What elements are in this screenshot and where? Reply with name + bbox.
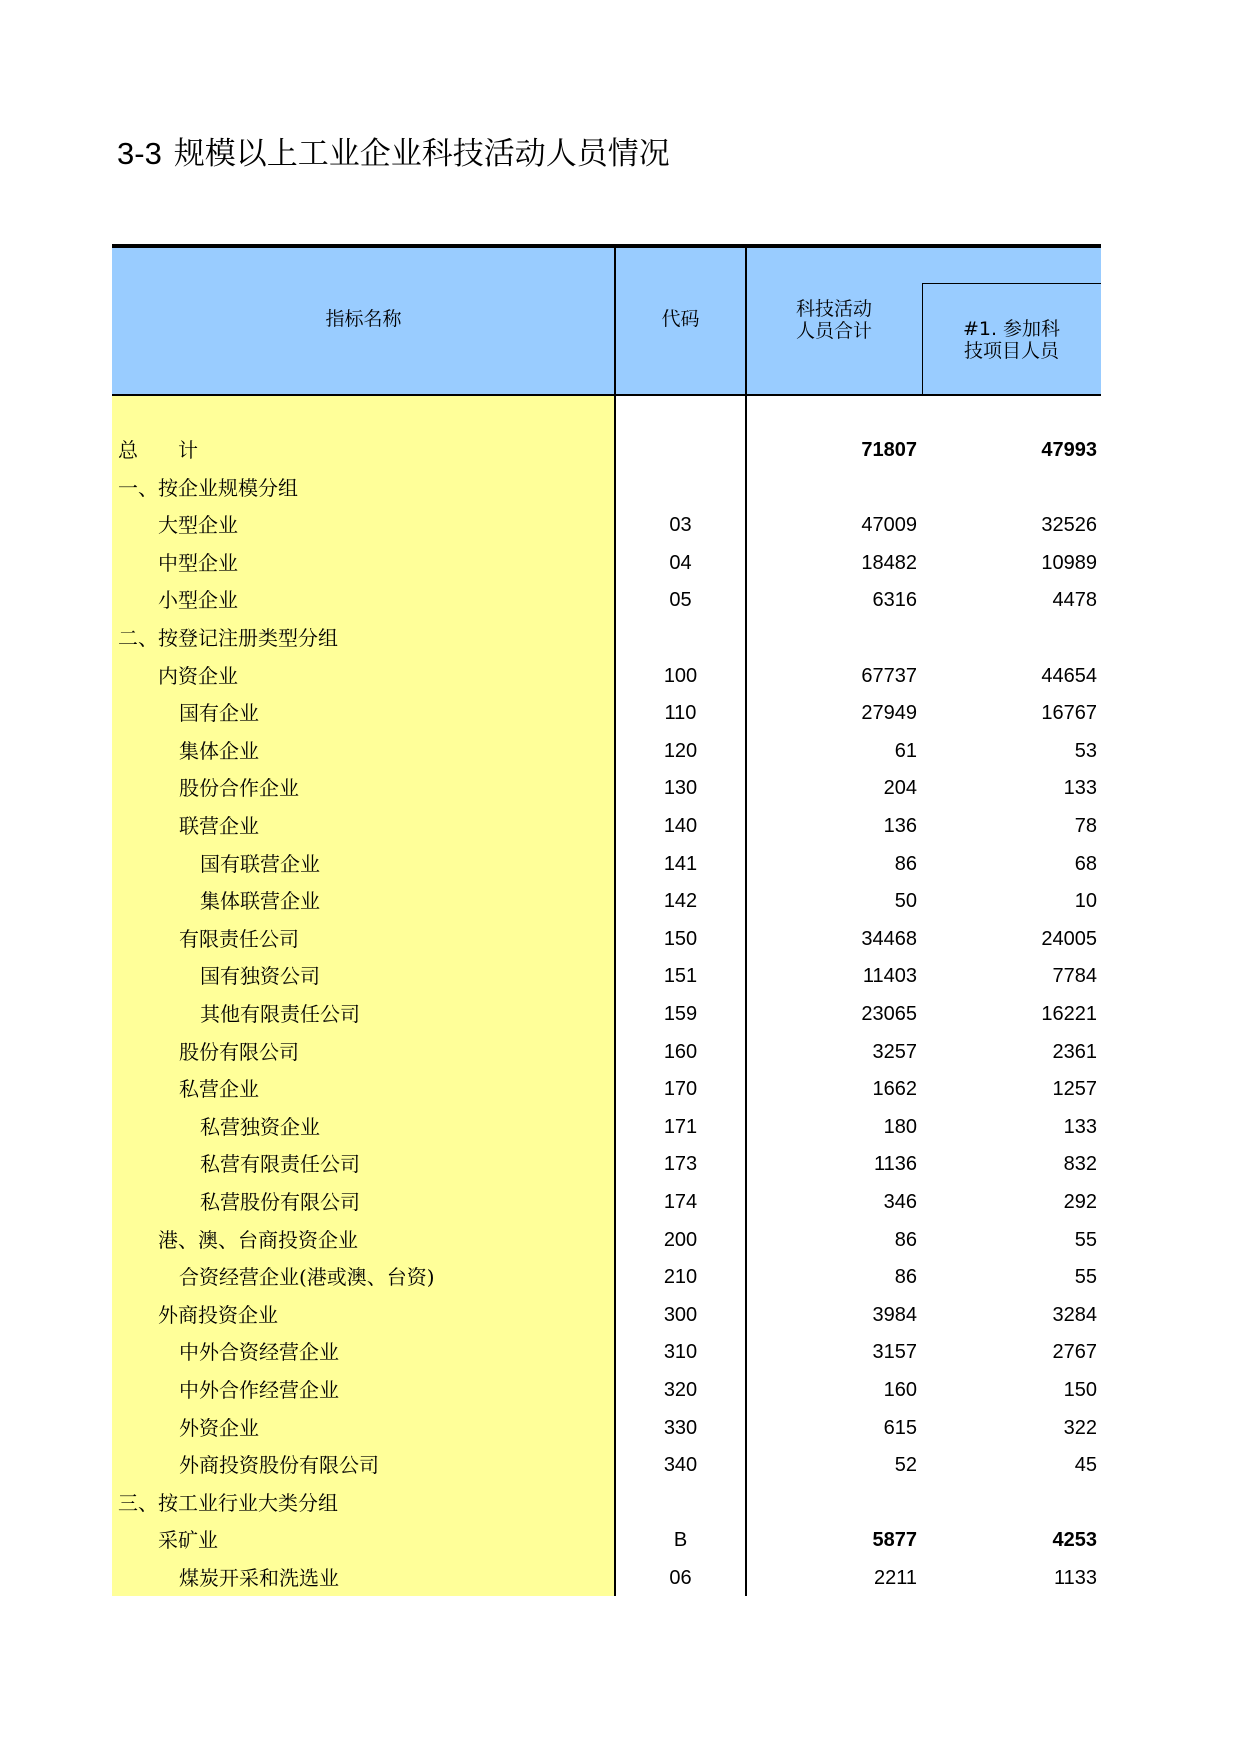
row-name: 国有企业 [179, 701, 259, 726]
table-title: 规模以上工业企业科技活动人员情况 [173, 136, 670, 172]
row-code: 141 [663, 852, 698, 875]
table-row [112, 470, 1101, 508]
row-name: 三、按工业行业大类分组 [118, 1490, 338, 1515]
row-name: 一、按企业规模分组 [118, 475, 298, 500]
row-code: 05 [669, 589, 692, 612]
row-code: 151 [663, 965, 698, 988]
row-name: 外商投资股份有限公司 [179, 1453, 379, 1478]
table-row [112, 846, 1101, 884]
row-total: 34468 [861, 927, 917, 950]
row-name: 私营独资企业 [200, 1114, 320, 1139]
row-total: 2211 [873, 1567, 917, 1589]
table-number: 3-3 [117, 136, 162, 171]
table-row [112, 1259, 1101, 1297]
row-project: 4478 [1052, 589, 1097, 612]
row-total: 615 [883, 1416, 917, 1439]
row-name: 大型企业 [158, 513, 238, 538]
row-name: 集体联营企业 [200, 889, 320, 914]
row-code: B [673, 1529, 688, 1552]
header-total-line2: 人员合计 [795, 320, 872, 342]
table-row [112, 1109, 1101, 1147]
table-row [112, 996, 1101, 1034]
row-name: 二、按登记注册类型分组 [118, 626, 338, 650]
table-row [112, 1184, 1101, 1222]
row-total: 86 [894, 1266, 917, 1289]
row-name: 国有独资公司 [200, 964, 320, 989]
row-code: 06 [669, 1567, 692, 1589]
table-row [112, 695, 1101, 733]
row-total: 6316 [872, 589, 917, 612]
row-project: 47993 [1041, 439, 1097, 461]
row-total: 23065 [861, 1003, 917, 1025]
row-project: 133 [1063, 777, 1097, 800]
header-total-line1: 科技活动 [795, 298, 872, 320]
table-row [112, 958, 1101, 996]
row-name: 港、澳、台商投资企业 [158, 1227, 358, 1252]
row-project: 3284 [1052, 1303, 1097, 1326]
row-total: 61 [894, 739, 917, 762]
row-total: 160 [883, 1379, 917, 1401]
row-total: 47009 [861, 514, 917, 537]
header-project-line1: #1. 参加科 [962, 318, 1061, 340]
row-total: 136 [883, 815, 917, 837]
table-row [112, 658, 1101, 696]
header-code: 代码 [661, 308, 700, 330]
table-row [112, 1334, 1101, 1372]
row-code: 04 [669, 551, 692, 574]
row-code: 340 [663, 1454, 698, 1477]
row-name: 中外合作经营企业 [179, 1378, 339, 1402]
row-project: 10989 [1041, 551, 1097, 574]
row-total: 86 [894, 1228, 917, 1251]
row-total: 27949 [861, 702, 917, 725]
row-code: 120 [663, 739, 698, 762]
row-project: 7784 [1052, 965, 1097, 988]
table-row [112, 582, 1101, 620]
table-row [112, 432, 1101, 470]
row-total: 1136 [873, 1153, 917, 1176]
row-project: 16767 [1041, 702, 1097, 725]
row-name: 小型企业 [158, 588, 238, 613]
row-total: 18482 [861, 551, 917, 574]
row-total: 3157 [872, 1341, 917, 1364]
row-name: 国有联营企业 [200, 851, 320, 876]
table-row [112, 921, 1101, 959]
row-name: 中外合资经营企业 [179, 1340, 339, 1365]
row-project: 150 [1063, 1379, 1097, 1401]
row-code: 310 [663, 1341, 698, 1364]
row-total: 5877 [872, 1529, 917, 1552]
row-code: 210 [663, 1266, 698, 1289]
row-project: 4253 [1052, 1529, 1097, 1552]
table-row [112, 1522, 1101, 1560]
row-code: 159 [663, 1003, 698, 1025]
row-project: 55 [1074, 1266, 1097, 1289]
row-code: 142 [663, 890, 698, 913]
row-code: 110 [664, 702, 697, 725]
table-row [112, 770, 1101, 808]
row-code: 174 [663, 1191, 698, 1213]
row-total: 11403 [862, 965, 917, 988]
row-code: 173 [663, 1153, 698, 1176]
row-total: 3984 [872, 1303, 917, 1326]
row-code: 330 [663, 1416, 698, 1439]
row-code: 140 [663, 815, 698, 837]
row-name: 采矿业 [158, 1528, 218, 1553]
table-row [112, 1071, 1101, 1109]
row-project: 32526 [1041, 514, 1097, 537]
row-name: 内资企业 [158, 663, 238, 688]
row-total: 67737 [861, 664, 917, 687]
header-subdivider [922, 283, 923, 395]
table-row [112, 1034, 1101, 1072]
row-code: 160 [663, 1040, 698, 1063]
header-name: 指标名称 [325, 308, 402, 330]
table-row [112, 1146, 1101, 1184]
page-title [117, 128, 670, 173]
row-code: 200 [663, 1228, 698, 1251]
row-project: 133 [1063, 1115, 1097, 1138]
row-project: 2361 [1052, 1040, 1097, 1063]
table-row [112, 1297, 1101, 1335]
row-total: 3257 [872, 1040, 917, 1063]
table-header [112, 248, 1101, 395]
row-project: 53 [1074, 739, 1097, 762]
table-row [112, 1410, 1101, 1448]
row-code: 170 [663, 1078, 698, 1101]
row-code: 171 [663, 1115, 698, 1138]
row-name: 股份有限公司 [179, 1039, 299, 1064]
row-project: 322 [1063, 1416, 1097, 1439]
row-code: 300 [663, 1303, 698, 1326]
row-project: 68 [1074, 852, 1097, 875]
row-code: 03 [669, 514, 692, 537]
table-row [112, 883, 1101, 921]
header-project [922, 318, 1101, 362]
row-name: 煤炭开采和洗选业 [179, 1566, 339, 1590]
row-total: 180 [883, 1115, 917, 1138]
row-name: 其他有限责任公司 [200, 1002, 360, 1026]
table-row [112, 733, 1101, 771]
row-total: 50 [894, 890, 917, 913]
row-name: 中型企业 [158, 550, 238, 575]
row-project: 44654 [1041, 664, 1097, 687]
row-project: 16221 [1041, 1003, 1097, 1025]
row-project: 1257 [1052, 1078, 1097, 1101]
row-total: 204 [883, 777, 917, 800]
row-total: 86 [894, 852, 917, 875]
header-project-line2: 技项目人员 [963, 340, 1059, 362]
row-code: 320 [663, 1379, 698, 1401]
row-name: 总 计 [118, 438, 198, 462]
row-project: 10 [1074, 890, 1097, 913]
row-code: 130 [663, 777, 698, 800]
row-name: 外商投资企业 [158, 1302, 278, 1327]
row-total: 346 [883, 1191, 917, 1213]
row-project: 292 [1063, 1191, 1097, 1213]
row-project: 1133 [1053, 1567, 1097, 1589]
row-project: 55 [1074, 1228, 1097, 1251]
table-row [112, 1447, 1101, 1485]
row-name: 外资企业 [179, 1415, 259, 1440]
row-name: 集体企业 [179, 738, 259, 763]
row-total: 1662 [872, 1078, 917, 1101]
header-subline [922, 283, 1101, 284]
row-name: 私营有限责任公司 [200, 1152, 360, 1177]
table-row [112, 545, 1101, 583]
row-code: 100 [663, 664, 698, 687]
row-project: 24005 [1041, 927, 1097, 950]
header-total [746, 298, 922, 342]
table-row [112, 507, 1101, 545]
table-row [112, 1560, 1101, 1598]
row-code: 150 [663, 927, 698, 950]
row-total: 71807 [861, 439, 917, 461]
row-project: 2767 [1052, 1341, 1097, 1364]
table-row [112, 1222, 1101, 1260]
row-name: 私营股份有限公司 [200, 1190, 360, 1214]
row-name: 私营企业 [179, 1077, 259, 1102]
row-project: 832 [1063, 1153, 1097, 1176]
table-row [112, 620, 1101, 658]
table-row [112, 808, 1101, 846]
row-name: 联营企业 [179, 814, 259, 838]
row-name: 合资经营企业(港或澳、台资) [179, 1265, 435, 1290]
table-row [112, 1485, 1101, 1523]
row-project: 78 [1074, 815, 1097, 837]
row-name: 股份合作企业 [179, 776, 299, 801]
row-total: 52 [894, 1454, 917, 1477]
row-name: 有限责任公司 [179, 926, 299, 951]
table-row [112, 1372, 1101, 1410]
row-project: 45 [1074, 1454, 1097, 1477]
